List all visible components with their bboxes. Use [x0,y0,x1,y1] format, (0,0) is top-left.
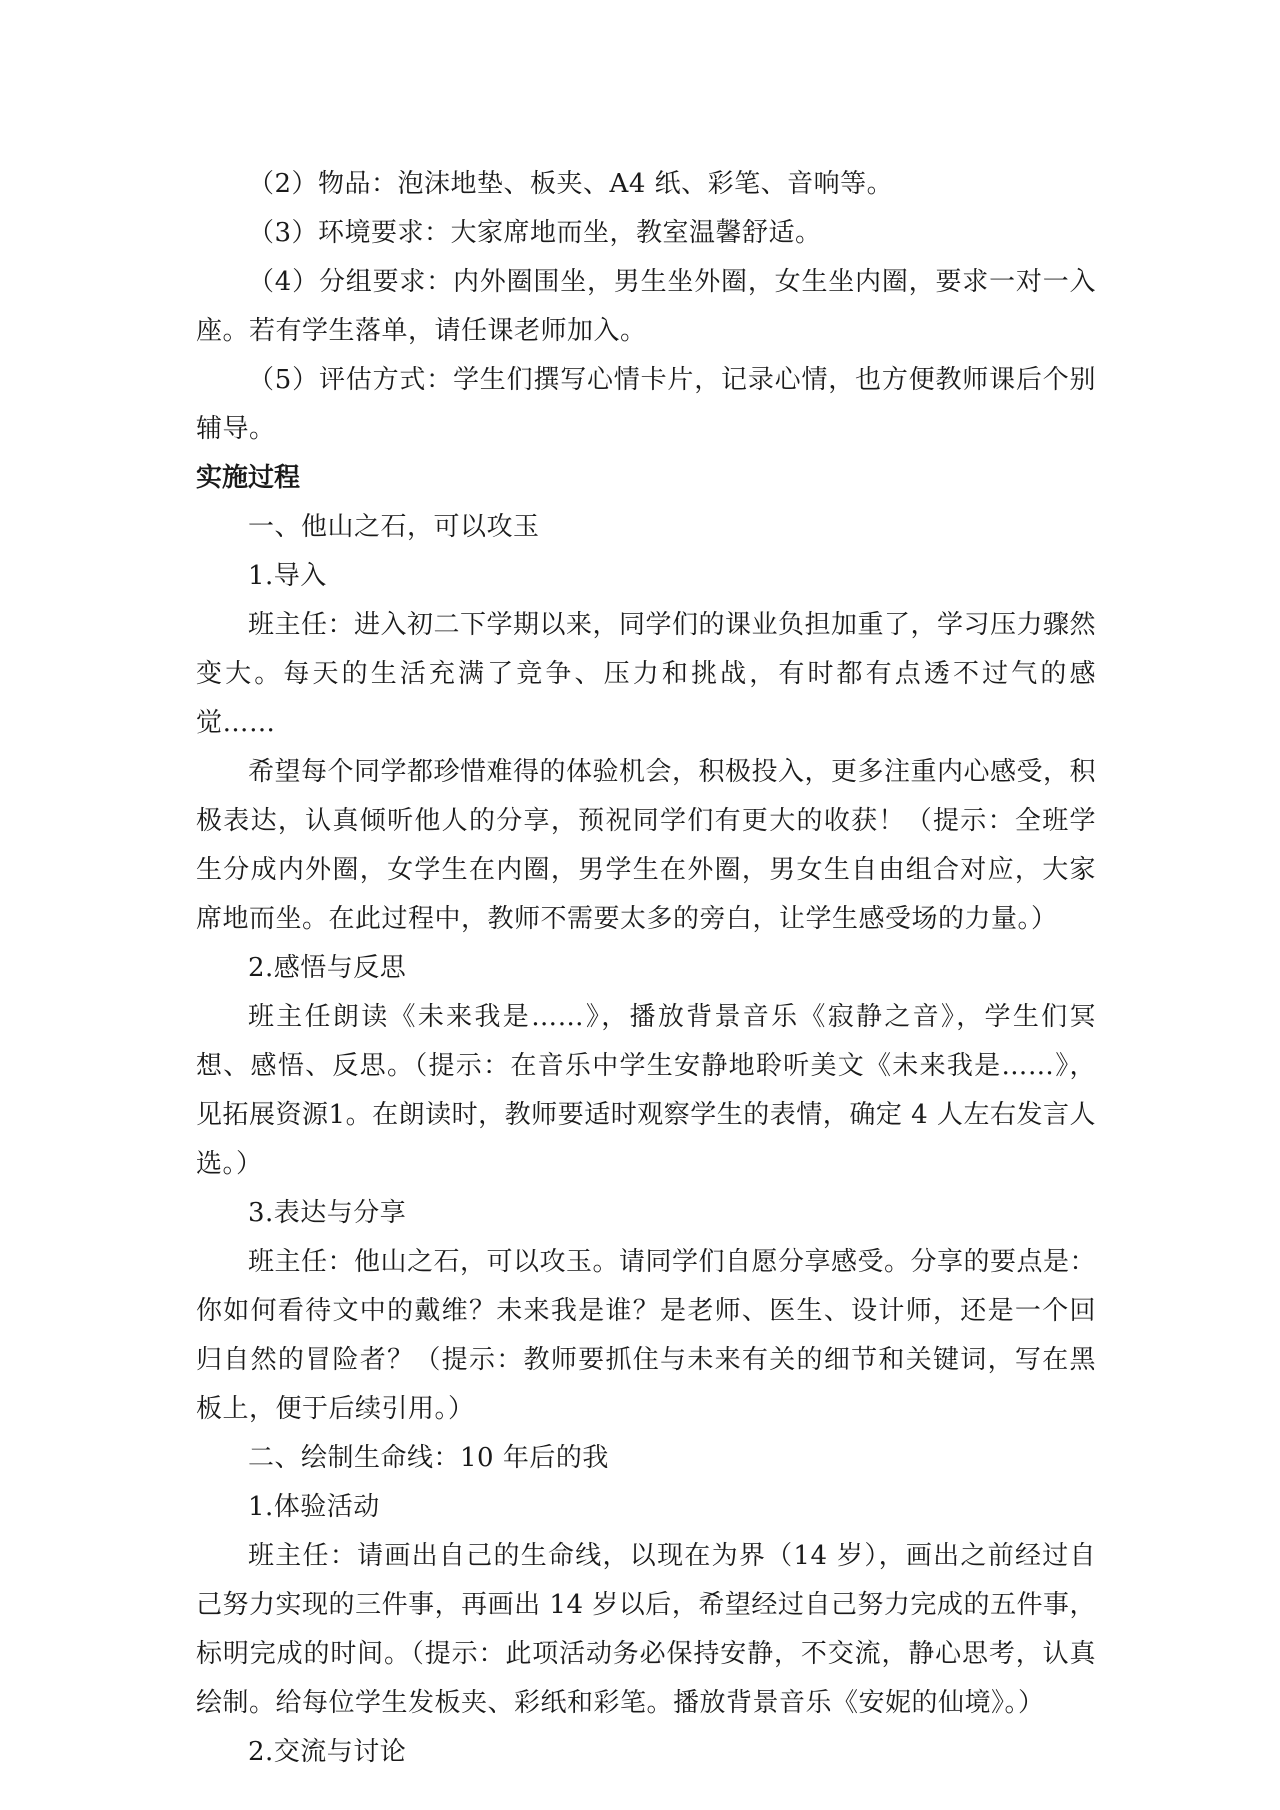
paragraph-teacher-intro: 班主任：进入初二下学期以来，同学们的课业负担加重了，学习压力骤然变大。每天的生活充满了竞争、压力和挑战，有时都有点透不过气的感觉…… [196,610,1097,738]
subheading-sharing: 3.表达与分享 [248,1198,407,1228]
paragraph-hope: 希望每个同学都珍惜难得的体验机会，积极投入，更多注重内心感受，积极表达，认真倾听他人的分享，预祝同学们有更大的收获！（提示：全班学生分成内外圈，女学生在内圈，男学生在外圈，男女生自由组合对应，大家席地而坐。在此过程中，教师不需要太多的旁白，让学生感受场的力量。） [196,757,1097,934]
subheading-intro: 1.导入 [248,561,327,591]
paragraph-evaluation: （5）评估方式：学生们撰写心情卡片，记录心情，也方便教师课后个别辅导。 [196,365,1096,444]
paragraph-items: （2）物品：泡沫地垫、板夹、A4 纸、彩笔、音响等。 [248,169,894,199]
paragraph-environment: （3）环境要求：大家席地而坐，教室温馨舒适。 [248,218,822,248]
subheading-discussion: 2.交流与讨论 [248,1737,407,1767]
document-page [196,160,1096,1777]
paragraph-reading: 班主任朗读《未来我是……》，播放背景音乐《寂静之音》，学生们冥想、感悟、反思。（提示：在音乐中学生安静地聆听美文《未来我是……》，见拓展资源1。在朗读时，教师要适时观察学生的表情，确定 4 人左右发言人选。） [196,1002,1096,1179]
subheading-part-two: 二、绘制生命线：10 年后的我 [248,1443,609,1473]
subheading-part-one: 一、他山之石，可以攻玉 [248,512,540,542]
subheading-reflection: 2.感悟与反思 [248,953,407,983]
paragraph-sharing: 班主任：他山之石，可以攻玉。请同学们自愿分享感受。分享的要点是：你如何看待文中的戴维？未来我是谁？是老师、医生、设计师，还是一个回归自然的冒险者？（提示：教师要抓住与未来有关的细节和关键词，写在黑板上，便于后续引用。） [196,1247,1097,1424]
subheading-activity: 1.体验活动 [248,1492,380,1522]
paragraph-grouping: （4）分组要求：内外圈围坐，男生坐外圈，女生坐内圈，要求一对一入座。若有学生落单，请任课老师加入。 [196,267,1096,346]
section-heading-implementation: 实施过程 [196,463,301,493]
paragraph-lifeline: 班主任：请画出自己的生命线，以现在为界（14 岁），画出之前经过自己努力实现的三件事，再画出 14 岁以后，希望经过自己努力完成的五件事，标明完成的时间。（提示：此项活动务必保持安静，不交流，静心思考，认真绘制。给每位学生发板夹、彩纸和彩笔。播放背景音乐《安妮的仙境》。） [196,1541,1096,1718]
